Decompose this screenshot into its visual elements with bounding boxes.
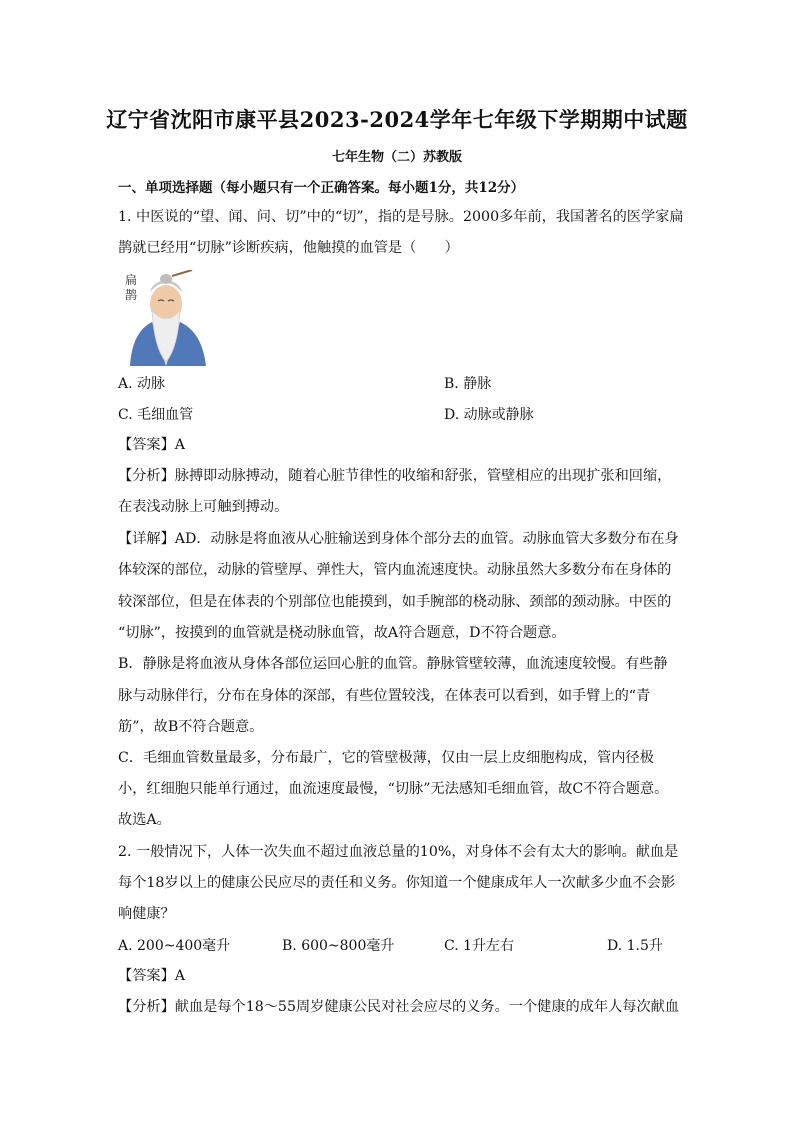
- page-subtitle: 七年生物（二）苏教版: [331, 150, 462, 165]
- q1-option-d: D. 动脉或静脉: [444, 407, 534, 423]
- q1-analysis-line: 【分析】脉搏即动脉搏动，随着心脏节律性的收缩和舒张，管壁相应的出现扩张和回缩，: [118, 468, 672, 484]
- q1-answer: 【答案】A: [118, 437, 185, 453]
- figure-caption: 扁鹊: [125, 273, 138, 302]
- q1-detail-line: 体较深的部位，动脉的管壁厚、弹性大，管内血流速度快。动脉虽然大多数分布在身体的: [118, 562, 672, 578]
- q2-option-b: B. 600~800毫升: [282, 938, 395, 954]
- q1-analysis-line: 在表浅动脉上可触到搏动。: [118, 499, 289, 515]
- section-heading: 一、单项选择题（每小题只有一个正确答案。每小题1分，共12分）: [118, 180, 525, 196]
- q1-detail-line: “切脉”，按摸到的血管就是桡动脉血管，故A符合题意，D不符合题意。: [118, 625, 566, 641]
- q1-option-b: B. 静脉: [444, 376, 492, 392]
- q2-stem-line: 2. 一般情况下，人体一次失血不超过血液总量的10%，对身体不会有太大的影响。献血是: [118, 844, 679, 860]
- q1-detail-line: 筋”，故B不符合题意。: [118, 719, 264, 735]
- hairpin-shape: [172, 270, 192, 276]
- q1-stem-line: 1. 中医说的“望、闻、问、切”中的“切”，指的是号脉。2000多年前，我国著名的医学家扁: [118, 209, 684, 225]
- q1-detail-line: 较深部位，但是在体表的个别部位也能摸到，如手腕部的桡动脉、颈部的颈动脉。中医的: [118, 594, 672, 610]
- q2-stem-line: 响健康？: [118, 906, 175, 922]
- q1-stem-line: 鹊就已经用“切脉”诊断疾病，他触摸的血管是（ ）: [118, 240, 459, 256]
- topknot-shape: [160, 274, 172, 284]
- q1-detail-line: 【详解】AD．动脉是将血液从心脏输送到身体个部分去的血管。动脉血管大多数分布在身: [118, 531, 679, 547]
- q1-detail-line: 故选A。: [118, 812, 171, 828]
- q2-option-d: D. 1.5升: [607, 938, 663, 954]
- q1-detail-line: B．静脉是将血液从身体各部位运回心脏的血管。静脉管壁较薄，血流速度较慢。有些静: [118, 656, 668, 672]
- q1-detail-line: 脉与动脉伴行，分布在身体的深部，有些位置较浅，在体表可以看到，如手臂上的“青: [118, 688, 651, 704]
- q1-detail-line: 小，红细胞只能单行通过，血流速度最慢，“切脉”无法感知毛细血管，故C不符合题意。: [118, 781, 669, 797]
- q1-detail-line: C．毛细血管数量最多，分布最广，它的管壁极薄，仅由一层上皮细胞构成，管内径极: [118, 750, 654, 766]
- q2-answer: 【答案】A: [118, 968, 185, 984]
- bianque-portrait-image: [122, 270, 210, 366]
- q2-option-c: C. 1升左右: [444, 938, 515, 954]
- q1-option-c: C. 毛细血管: [118, 407, 194, 423]
- q2-analysis-line: 【分析】献血是每个18～55周岁健康公民对社会应尽的义务。一个健康的成年人每次献血: [118, 999, 680, 1015]
- page-title: 辽宁省沈阳市康平县2023-2024学年七年级下学期期中试题: [106, 107, 688, 132]
- q2-option-a: A. 200~400毫升: [118, 938, 231, 954]
- q1-option-a: A. 动脉: [118, 376, 166, 392]
- q2-stem-line: 每个18岁以上的健康公民应尽的责任和义务。你知道一个健康成年人一次献多少血不会影: [118, 875, 676, 891]
